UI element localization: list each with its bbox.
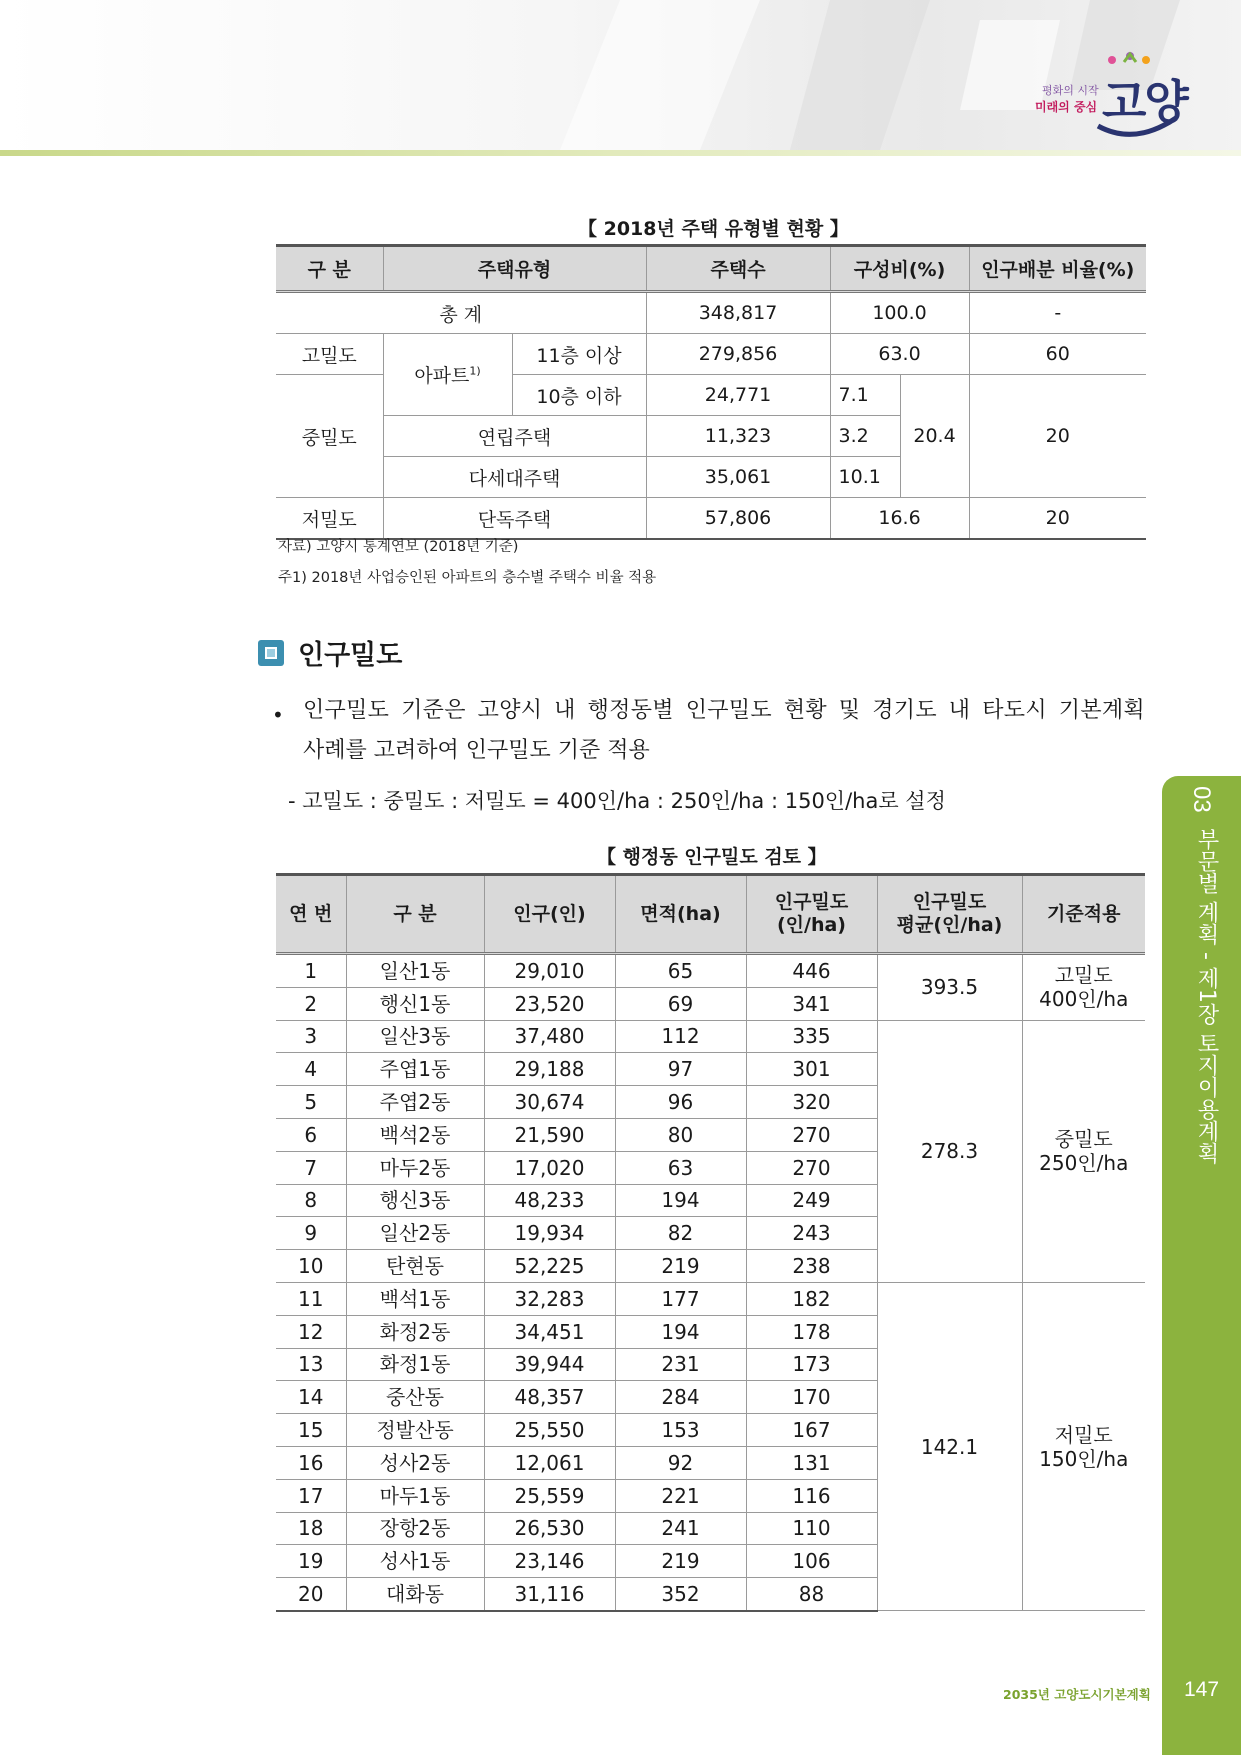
page-number: 147 xyxy=(1183,1678,1220,1701)
table-cell: 29,188 xyxy=(484,1053,615,1086)
table-cell: 12,061 xyxy=(484,1446,615,1479)
table-cell: 63 xyxy=(615,1151,746,1184)
header-cell: 연 번 xyxy=(276,875,346,954)
table-cell: 167 xyxy=(746,1414,877,1447)
header-cell: 인구배분 비율(%) xyxy=(969,246,1146,292)
table1-source: 자료) 고양시 통계연보 (2018년 기준) xyxy=(278,539,519,555)
table-cell: 37,480 xyxy=(484,1020,615,1053)
table-cell: 16.6 xyxy=(830,498,969,540)
table-cell: 20 xyxy=(969,498,1146,540)
table-cell: 백석1동 xyxy=(346,1282,484,1315)
table-cell: 320 xyxy=(746,1086,877,1119)
table-cell: 4 xyxy=(276,1053,346,1086)
table-cell: 15 xyxy=(276,1414,346,1447)
table-cell: 48,233 xyxy=(484,1184,615,1217)
table-cell: 장항2동 xyxy=(346,1512,484,1545)
table-cell: 일산3동 xyxy=(346,1020,484,1053)
table-cell: 연립주택 xyxy=(383,416,646,457)
table-cell: 다세대주택 xyxy=(383,457,646,498)
density-standard-text: - 고밀도 : 중밀도 : 저밀도 = 400인/ha : 250인/ha : 150인/ha로 설정 xyxy=(288,789,946,813)
standard-cell xyxy=(1022,1282,1145,1610)
table-cell: 182 xyxy=(746,1282,877,1315)
table-cell: 177 xyxy=(615,1282,746,1315)
table2-caption: 【 행정동 인구밀도 검토 】 xyxy=(597,846,827,868)
table-cell: 11층 이상 xyxy=(512,334,646,375)
table-header-row xyxy=(276,875,1145,954)
logo-wordmark: 고양 xyxy=(1102,75,1187,129)
table-cell: 284 xyxy=(615,1381,746,1414)
table-cell: 279,856 xyxy=(646,334,830,375)
total-label: 총 계 xyxy=(276,292,646,334)
table1-footnote: 주1) 2018년 사업승인된 아파트의 층수별 주택수 비율 적용 xyxy=(278,570,657,586)
table-cell: 성사2동 xyxy=(346,1446,484,1479)
table-cell: 20.4 xyxy=(900,375,969,498)
table-body xyxy=(276,954,1145,1611)
table-cell: 69 xyxy=(615,987,746,1020)
table-cell: 1 xyxy=(276,954,346,988)
table-cell: 10 xyxy=(276,1250,346,1283)
table-cell: 221 xyxy=(615,1479,746,1512)
table-cell: 194 xyxy=(615,1315,746,1348)
table-cell: 57,806 xyxy=(646,498,830,540)
standard-density-label: 저밀도 xyxy=(1054,1422,1113,1447)
table-cell: 7 xyxy=(276,1151,346,1184)
table-cell: 170 xyxy=(746,1381,877,1414)
header-cell: 주택유형 xyxy=(383,246,646,292)
table-cell: 352 xyxy=(615,1578,746,1611)
standard-density-value: 150인/ha xyxy=(1039,1446,1129,1471)
table-cell: 131 xyxy=(746,1446,877,1479)
table-cell: 탄현동 xyxy=(346,1250,484,1283)
table-cell: 63.0 xyxy=(830,334,969,375)
table-cell: 마두2동 xyxy=(346,1151,484,1184)
density-average-cell: 278.3 xyxy=(877,1020,1022,1282)
population-density-table xyxy=(276,873,1145,1612)
table-cell: 238 xyxy=(746,1250,877,1283)
table-cell: 31,116 xyxy=(484,1578,615,1611)
logo-slogan-1: 평화의 시작 xyxy=(1042,84,1099,97)
table-cell: 96 xyxy=(615,1086,746,1119)
table-row xyxy=(276,1020,1145,1053)
table-cell: 80 xyxy=(615,1118,746,1151)
table-cell: 82 xyxy=(615,1217,746,1250)
table-cell: 단독주택 xyxy=(383,498,646,540)
goyang-logo xyxy=(1030,48,1187,138)
bullet-icon: • xyxy=(272,703,284,727)
table-cell: 92 xyxy=(615,1446,746,1479)
table-cell: 39,944 xyxy=(484,1348,615,1381)
header-cell: 주택수 xyxy=(646,246,830,292)
section-square-icon xyxy=(258,640,284,666)
housing-type-table xyxy=(276,244,1146,540)
table-cell: 19,934 xyxy=(484,1217,615,1250)
table-cell: 13 xyxy=(276,1348,346,1381)
header-cell: 인구밀도 (인/ha) xyxy=(746,875,877,954)
table-cell: 270 xyxy=(746,1118,877,1151)
standard-density-label: 고밀도 xyxy=(1054,963,1113,988)
document-title: 2035년 고양도시기본계획 xyxy=(1003,1687,1151,1702)
table-cell: 243 xyxy=(746,1217,877,1250)
table-cell: 8 xyxy=(276,1184,346,1217)
table-cell: - xyxy=(969,292,1146,334)
table-cell: 35,061 xyxy=(646,457,830,498)
table-cell: 34,451 xyxy=(484,1315,615,1348)
table-cell: 153 xyxy=(615,1414,746,1447)
header-cell: 기준적용 xyxy=(1022,875,1145,954)
table-cell: 301 xyxy=(746,1053,877,1086)
table-cell: 341 xyxy=(746,987,877,1020)
table-cell: 60 xyxy=(969,334,1146,375)
standard-density-value: 250인/ha xyxy=(1039,1151,1129,1176)
table-cell: 12 xyxy=(276,1315,346,1348)
chapter-number: 03 xyxy=(1188,786,1215,813)
header-cell: 면적(ha) xyxy=(615,875,746,954)
apartment-label: 아파트 xyxy=(414,365,470,387)
table-cell: 행신1동 xyxy=(346,987,484,1020)
table-cell: 11 xyxy=(276,1282,346,1315)
table-cell: 23,146 xyxy=(484,1545,615,1578)
standard-cell xyxy=(1022,954,1145,1021)
table-cell: 주엽2동 xyxy=(346,1086,484,1119)
table-cell: 3.2 xyxy=(830,416,900,457)
table-cell: 52,225 xyxy=(484,1250,615,1283)
table-cell: 270 xyxy=(746,1151,877,1184)
bullet-text-line1: 인구밀도 기준은 고양시 내 행정동별 인구밀도 현황 및 경기도 내 타도시 기본계획 xyxy=(303,698,1145,723)
header-cell: 구 분 xyxy=(346,875,484,954)
table-cell: 20 xyxy=(969,375,1146,498)
table-cell: 성사1동 xyxy=(346,1545,484,1578)
table-cell: 9 xyxy=(276,1217,346,1250)
table-cell: 173 xyxy=(746,1348,877,1381)
table-cell: 정발산동 xyxy=(346,1414,484,1447)
table-cell: 25,559 xyxy=(484,1479,615,1512)
table-cell: 화정1동 xyxy=(346,1348,484,1381)
table-header-row xyxy=(276,246,1146,292)
table-row xyxy=(276,954,1145,988)
table-cell: 25,550 xyxy=(484,1414,615,1447)
table-cell: 16 xyxy=(276,1446,346,1479)
table-cell: 88 xyxy=(746,1578,877,1611)
table-cell: 100.0 xyxy=(830,292,969,334)
table-cell: 백석2동 xyxy=(346,1118,484,1151)
table-row xyxy=(276,334,1146,375)
footnote-mark: 1) xyxy=(469,364,481,378)
table-cell: 26,530 xyxy=(484,1512,615,1545)
table-cell: 231 xyxy=(615,1348,746,1381)
apartment-cell xyxy=(383,334,512,416)
table-row xyxy=(276,498,1146,540)
section-title: 인구밀도 xyxy=(298,640,403,671)
table-cell: 10.1 xyxy=(830,457,900,498)
table-cell: 116 xyxy=(746,1479,877,1512)
table-cell: 일산2동 xyxy=(346,1217,484,1250)
density-label: 중밀도 xyxy=(276,375,383,498)
table-cell: 97 xyxy=(615,1053,746,1086)
table-cell: 행신3동 xyxy=(346,1184,484,1217)
header-cell: 구성비(%) xyxy=(830,246,969,292)
table-cell: 6 xyxy=(276,1118,346,1151)
table-row xyxy=(276,1282,1145,1315)
table-cell: 17 xyxy=(276,1479,346,1512)
table1-caption: 【 2018년 주택 유형별 현황 】 xyxy=(578,218,849,240)
table-cell: 194 xyxy=(615,1184,746,1217)
table-cell: 219 xyxy=(615,1250,746,1283)
standard-density-value: 400인/ha xyxy=(1039,987,1129,1012)
table-cell: 19 xyxy=(276,1545,346,1578)
header-cell: 인구밀도 평균(인/ha) xyxy=(877,875,1022,954)
header-accent-line xyxy=(0,150,1241,156)
table-cell: 446 xyxy=(746,954,877,988)
table-cell: 335 xyxy=(746,1020,877,1053)
table-cell: 14 xyxy=(276,1381,346,1414)
table-cell: 112 xyxy=(615,1020,746,1053)
table-cell: 29,010 xyxy=(484,954,615,988)
table-cell: 21,590 xyxy=(484,1118,615,1151)
header-cell: 구 분 xyxy=(276,246,383,292)
table-cell: 178 xyxy=(746,1315,877,1348)
table-row xyxy=(276,292,1146,334)
table-cell: 106 xyxy=(746,1545,877,1578)
table-cell: 30,674 xyxy=(484,1086,615,1119)
table-cell: 48,357 xyxy=(484,1381,615,1414)
table-cell: 17,020 xyxy=(484,1151,615,1184)
logo-slogan-2: 미래의 중심 xyxy=(1035,100,1098,114)
table-cell: 249 xyxy=(746,1184,877,1217)
table-cell: 2 xyxy=(276,987,346,1020)
table-cell: 32,283 xyxy=(484,1282,615,1315)
table-cell: 24,771 xyxy=(646,375,830,416)
table-cell: 65 xyxy=(615,954,746,988)
density-average-cell: 393.5 xyxy=(877,954,1022,1021)
table-cell: 5 xyxy=(276,1086,346,1119)
table-cell: 중산동 xyxy=(346,1381,484,1414)
table-cell: 일산1동 xyxy=(346,954,484,988)
table-cell: 20 xyxy=(276,1578,346,1611)
table-cell: 23,520 xyxy=(484,987,615,1020)
density-label: 고밀도 xyxy=(276,334,383,375)
table-cell: 대화동 xyxy=(346,1578,484,1611)
table-cell: 3 xyxy=(276,1020,346,1053)
table-cell: 10층 이하 xyxy=(512,375,646,416)
table-cell: 7.1 xyxy=(830,375,900,416)
table-cell: 화정2동 xyxy=(346,1315,484,1348)
table-cell: 11,323 xyxy=(646,416,830,457)
table-cell: 241 xyxy=(615,1512,746,1545)
table-cell: 348,817 xyxy=(646,292,830,334)
table-cell: 110 xyxy=(746,1512,877,1545)
standard-density-label: 중밀도 xyxy=(1054,1127,1113,1152)
table-cell: 주엽1동 xyxy=(346,1053,484,1086)
table-cell: 18 xyxy=(276,1512,346,1545)
table-cell: 219 xyxy=(615,1545,746,1578)
density-label: 저밀도 xyxy=(276,498,383,540)
table-cell: 마두1동 xyxy=(346,1479,484,1512)
density-average-cell: 142.1 xyxy=(877,1282,1022,1610)
bullet-text-line2: 사례를 고려하여 인구밀도 기준 적용 xyxy=(303,738,650,763)
header-cell: 인구(인) xyxy=(484,875,615,954)
standard-cell xyxy=(1022,1020,1145,1282)
chapter-title: 부문별 계획 - 제1장 토지이용계획 xyxy=(1194,828,1219,1164)
